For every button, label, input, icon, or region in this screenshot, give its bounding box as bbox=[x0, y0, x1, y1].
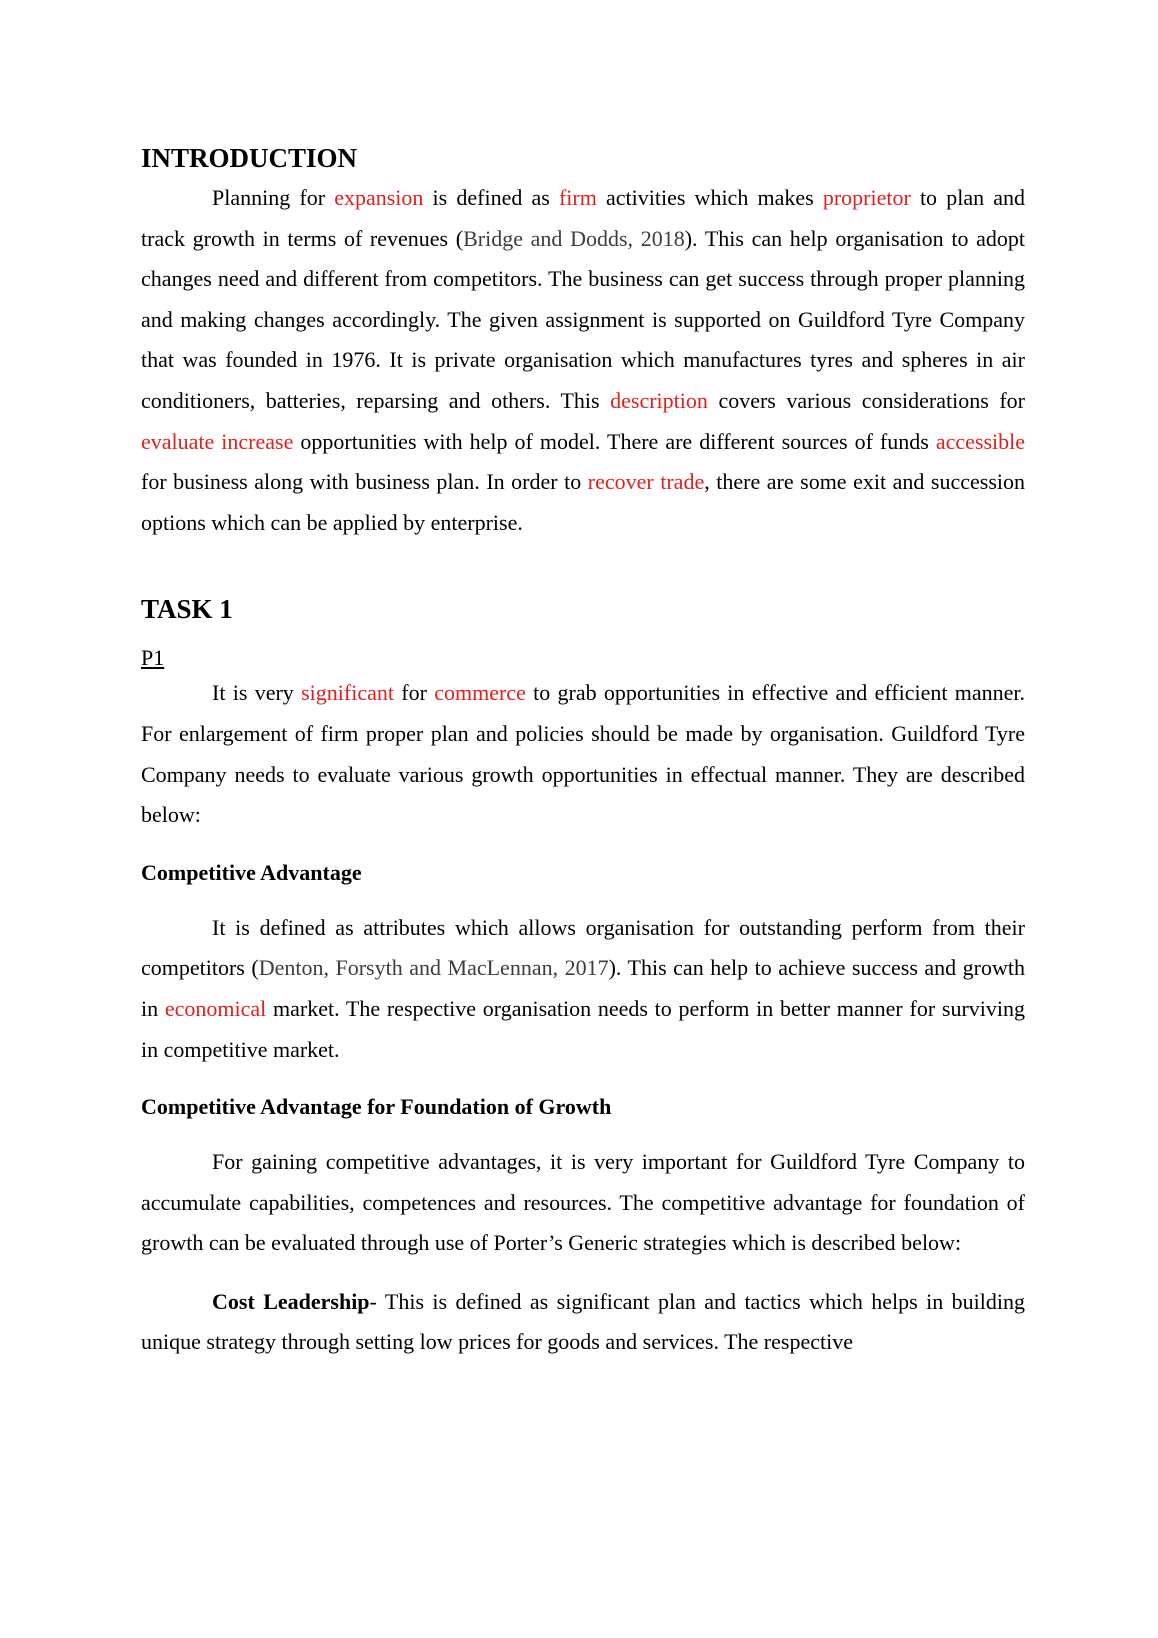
highlighted-word: evaluate increase bbox=[141, 428, 294, 454]
competitive-advantage-paragraph: It is defined as attributes which allows organisation for outstanding perform from their competitors (Denton, Forsyth and MacLennan, 2017). This can help to achieve success and growth in economical market. The respective organisation needs to perform in better manner for surviving in competitive market. bbox=[141, 914, 1025, 1062]
highlighted-word: proprietor bbox=[822, 185, 911, 210]
citation: Bridge and Dodds, 2018 bbox=[463, 225, 685, 251]
highlighted-word: expansion bbox=[334, 185, 424, 210]
competitive-advantage-heading: Competitive Advantage bbox=[141, 859, 362, 885]
introduction-paragraph: Planning for expansion is defined as firm activities which makes proprietor to plan and track growth in terms of revenues (Bridge and Dodds, 2018). This can help organisation to adopt changes need and different from competitors. The business can get success through proper planning and making changes accordingly. The given assignment is supported on Guildford Tyre Company that was founded in 1976. It is private organisation which manufactures tyres and spheres in air conditioners, batteries, reparsing and others. This description covers various considerations for evaluate increase opportunities with help of model. There are different sources of funds accessible for business along with business plan. In order to recover trade, there are some exit and succession options which can be applied by enterprise. bbox=[141, 185, 1026, 535]
foundation-of-growth-heading: Competitive Advantage for Foundation of Growth bbox=[141, 1094, 612, 1120]
highlighted-word: recover trade bbox=[587, 469, 705, 495]
citation: Denton, Forsyth and MacLennan, 2017 bbox=[258, 955, 609, 981]
highlighted-word: accessible bbox=[935, 428, 1026, 454]
highlighted-word: economical bbox=[164, 995, 267, 1021]
foundation-of-growth-paragraph: For gaining competitive advantages, it is very important for Guildford Tyre Company to accumulate capabilities, competences and resources. The competitive advantage for foundation of growth can be evaluated through use of Porter’s Generic strategies which is described below: bbox=[141, 1149, 1025, 1256]
cost-leadership-paragraph: Cost Leadership- This is defined as significant plan and tactics which helps in building unique strategy through setting low prices for goods and services. The respective bbox=[141, 1288, 1025, 1355]
task-1-heading: TASK 1 bbox=[141, 594, 233, 625]
highlighted-word: description bbox=[610, 387, 708, 413]
section-label-p1: P1 bbox=[141, 645, 165, 671]
highlighted-word: significant bbox=[301, 680, 394, 706]
document-page bbox=[141, 138, 1025, 1363]
highlighted-word: firm bbox=[558, 185, 597, 210]
introduction-heading: INTRODUCTION bbox=[141, 143, 358, 173]
cost-leadership-label: Cost Leadership bbox=[212, 1288, 370, 1314]
highlighted-word: commerce bbox=[434, 680, 526, 706]
task-1-paragraph: It is very significant for commerce to grab opportunities in effective and efficient manner. For enlargement of firm proper plan and policies should be made by organisation. Guildford Tyre Company needs to evaluate various growth opportunities in effectual manner. They are described below: bbox=[141, 680, 1026, 828]
